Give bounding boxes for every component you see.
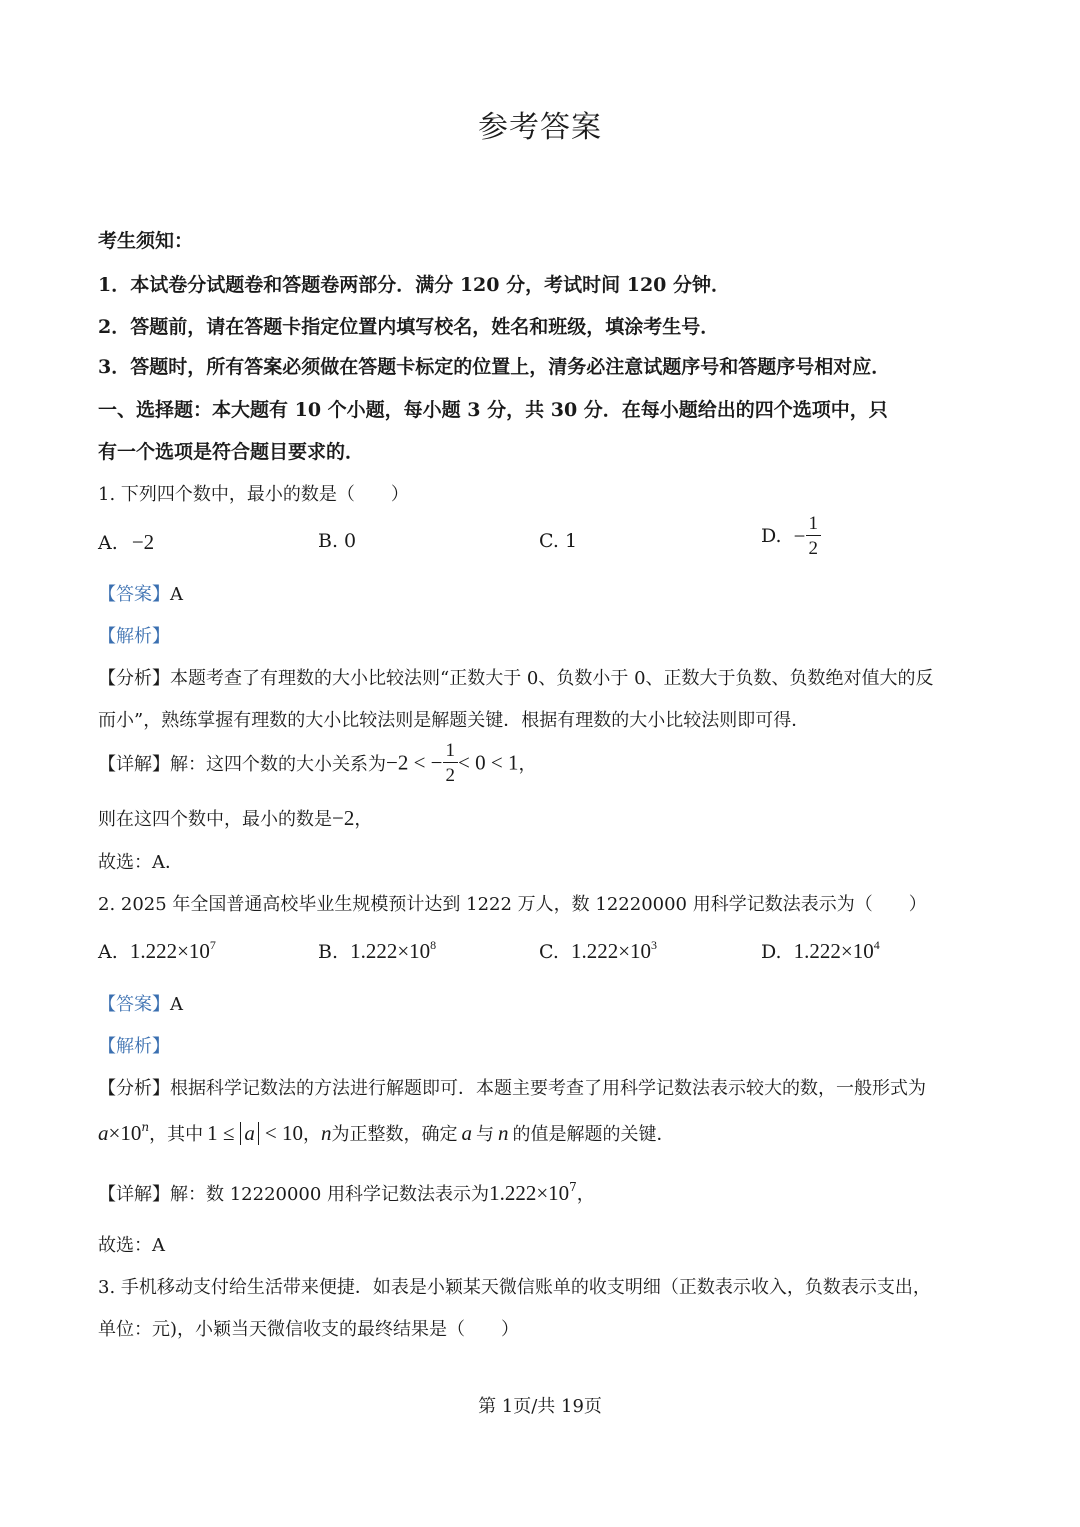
sci-base: 1.222×10: [793, 939, 874, 963]
detail-text: 解：数 12220000 用科学记数法表示为: [170, 1184, 490, 1205]
detail-end: ，: [576, 1184, 595, 1205]
q2-analysis-tag: 【解析】: [98, 1036, 170, 1057]
q1-detail-line2: [98, 805, 372, 831]
var-n2: n: [497, 1121, 509, 1145]
q3-stem-line1: 3. 手机移动支付给生活带来便捷．如表是小颖某天微信账单的收支明细（正数表示收入，负数表示支出，: [98, 1277, 931, 1298]
detail-inequality-part1: −2 < −: [386, 750, 443, 775]
answer-value: A: [170, 994, 183, 1015]
fenxi-tag: 【分析】: [98, 1078, 170, 1099]
q2-fenxi-line2: [98, 1120, 674, 1146]
sci-exponent: 8: [430, 938, 437, 952]
q2-option-d-label: D.: [761, 941, 782, 963]
detail-end: ，: [518, 754, 537, 775]
fenxi-text: 本题考查了有理数的大小比较法则“正数大于 0、负数小于 0、正数大于负数、负数绝对值大的反: [170, 668, 934, 689]
detail-inequality-part2: < 0 < 1: [458, 750, 519, 775]
fraction-numerator: 1: [443, 741, 459, 763]
var-a: a: [98, 1121, 109, 1145]
detail-tag: 【详解】: [98, 1184, 170, 1205]
q1-option-a: [98, 530, 154, 555]
answer-tag: 【答案】: [98, 994, 170, 1015]
q2-option-b-value: [350, 939, 436, 963]
q1-answer: [98, 580, 183, 606]
q1-stem: 1. 下列四个数中，最小的数是（ ）: [98, 484, 409, 505]
q1-option-d-fraction: [806, 514, 822, 558]
q2-option-a: [98, 939, 216, 964]
q2-option-d-value: [794, 939, 880, 963]
notice-heading: 考生须知：: [98, 230, 194, 252]
text-qizhong: ，其中: [149, 1124, 204, 1145]
sci-base: 1.222×10: [350, 939, 431, 963]
sci-exponent: 4: [873, 938, 880, 952]
exponent-n: n: [141, 1120, 150, 1134]
q2-stem: 2. 2025 年全国普通高校毕业生规模预计达到 1222 万人，数 12220000 用科学记数法表示为（ ）: [98, 894, 927, 915]
inequality-left: 1 ≤: [207, 1121, 235, 1145]
q2-answer: [98, 990, 183, 1016]
q1-option-d-sign: −: [793, 523, 806, 548]
answer-tag: 【答案】: [98, 584, 170, 605]
abs-a: a: [240, 1122, 259, 1145]
q2-option-a-value: [130, 939, 216, 963]
detail-fraction: [443, 741, 459, 785]
var-n: n: [320, 1121, 332, 1145]
notice-item-1: 1．本试卷分试题卷和答题卷两部分．满分 120 分，考试时间 120 分钟．: [98, 274, 731, 296]
fenxi-tag: 【分析】: [98, 668, 170, 689]
var-a2: a: [461, 1121, 472, 1145]
comma: ，: [302, 1124, 321, 1145]
q1-option-a-value: −2: [131, 530, 155, 554]
q2-option-c-value: [571, 939, 657, 963]
sci-base: 1.222×10: [129, 939, 210, 963]
q1-option-d: [761, 514, 821, 558]
text-yu: 与: [475, 1124, 494, 1145]
detail-line2-text: 则在这四个数中，最小的数是: [98, 809, 332, 830]
q1-fenxi-line2: 而小”，熟练掌握有理数的大小比较法则是解题关键．根据有理数的大小比较法则即可得．: [98, 710, 810, 731]
answer-value: A: [170, 584, 183, 605]
q1-option-b: B. 0: [318, 530, 357, 552]
detail-sci-exponent: 7: [569, 1180, 577, 1194]
detail-line2-end: ，: [354, 809, 373, 830]
page-title: 参考答案: [478, 110, 602, 145]
fraction-denominator: 2: [808, 538, 818, 559]
detail-line2-math: −2: [332, 806, 355, 830]
fenxi-text: 根据科学记数法的方法进行解题即可．本题主要考查了用科学记数法表示较大的数，一般形式为: [170, 1078, 926, 1099]
q2-fenxi-line1: [98, 1074, 926, 1100]
q1-analysis-tag: 【解析】: [98, 626, 170, 647]
section-heading-line2: 有一个选项是符合题目要求的．: [98, 441, 365, 463]
fraction-numerator: 1: [806, 514, 822, 536]
fraction-denominator: 2: [445, 765, 456, 786]
q3-stem-line2: 单位：元)，小颖当天微信收支的最终结果是（ ）: [98, 1319, 520, 1340]
q2-option-b-label: B.: [318, 941, 339, 963]
q2-option-a-label: A.: [98, 941, 118, 963]
q1-fenxi-line1: [98, 664, 934, 690]
q1-conclusion: 故选：A．: [98, 852, 183, 873]
q1-option-a-label: A.: [98, 532, 118, 554]
inequality-right: < 10: [264, 1121, 303, 1145]
q2-option-c: [539, 939, 657, 964]
detail-tag: 【详解】: [98, 754, 170, 775]
q2-detail: [98, 1180, 595, 1206]
sci-base: 1.222×10: [570, 939, 652, 963]
q1-option-d-label: D.: [761, 525, 782, 547]
section-heading-line1: 一、选择题：本大题有 10 个小题，每小题 3 分，共 30 分．在每小题给出的四个选项中，只: [98, 399, 888, 421]
sci-exponent: 7: [209, 938, 216, 952]
q2-option-c-label: C.: [539, 941, 559, 963]
notice-item-3: 3．答题时，所有答案必须做在答题卡标定的位置上，清务必注意试题序号和答题序号相对应．: [98, 356, 891, 378]
notice-item-2: 2．答题前，请在答题卡指定位置内填写校名，姓名和班级，填涂考生号．: [98, 316, 720, 338]
q2-option-d: [761, 939, 880, 964]
detail-sci-base: 1.222×10: [489, 1181, 570, 1205]
q1-option-c: C. 1: [539, 530, 578, 552]
sci-exponent: 3: [651, 938, 658, 952]
text-zhengzhengshu: 为正整数，确定: [331, 1124, 458, 1145]
times-ten: ×10: [108, 1121, 142, 1145]
page-number-footer: 第 1页/共 19页: [478, 1396, 602, 1417]
q2-conclusion: 故选：A: [98, 1235, 165, 1256]
q2-option-b: [318, 939, 436, 964]
text-guanjian: 的值是解题的关键．: [512, 1124, 675, 1145]
detail-prefix: 解：这四个数的大小关系为: [170, 754, 386, 775]
q1-detail: [98, 741, 536, 785]
